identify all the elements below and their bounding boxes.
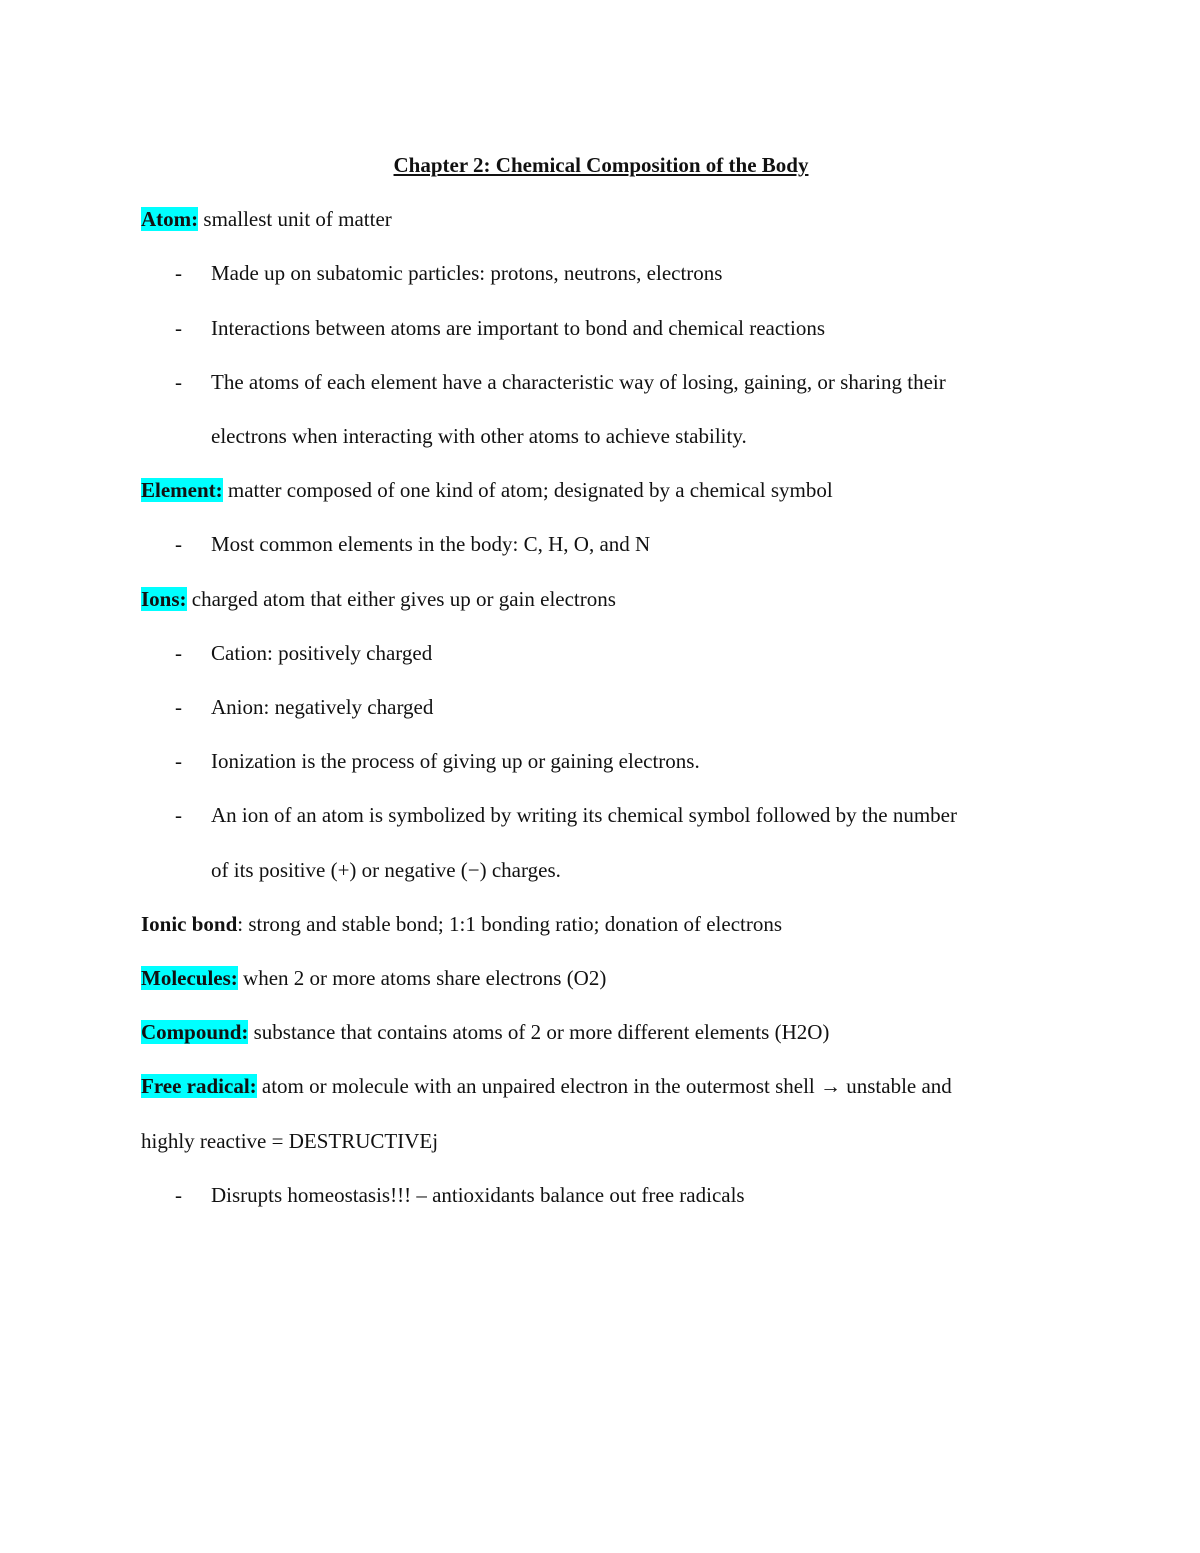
- term-ionic-bond: Ionic bond: [141, 911, 238, 936]
- bullet-text-continued: of its positive (+) or negative (−) charges.: [211, 857, 561, 882]
- bullet-dash: -: [175, 694, 182, 719]
- list-item: [141, 355, 1061, 463]
- definition-free-radical: [141, 1059, 1061, 1113]
- bullet-text: Ionization is the process of giving up or gaining electrons.: [211, 749, 700, 774]
- definition-text: charged atom that either gives up or gain electrons: [186, 586, 616, 611]
- list-item: [141, 301, 1061, 355]
- definition-ions: [141, 572, 1061, 626]
- bullet-dash: -: [175, 532, 182, 557]
- bullet-text: An ion of an atom is symbolized by writing its chemical symbol followed by the number: [211, 803, 957, 828]
- bullet-text: Disrupts homeostasis!!! – antioxidants balance out free radicals: [211, 1182, 745, 1207]
- definition-ionic-bond: [141, 897, 1061, 951]
- bullet-dash: -: [175, 749, 182, 774]
- definition-molecules: [141, 951, 1061, 1005]
- term-ions: Ions:: [141, 586, 187, 611]
- bullet-dash: -: [175, 803, 182, 828]
- list-item: [141, 626, 1061, 680]
- bullet-dash: -: [175, 1182, 182, 1207]
- definition-text: : strong and stable bond; 1:1 bonding ratio; donation of electrons: [237, 911, 783, 936]
- bullet-dash: -: [175, 261, 182, 286]
- term-free-radical: Free radical:: [141, 1074, 257, 1099]
- bullet-dash: -: [175, 369, 182, 394]
- definition-text-end: unstable and: [841, 1074, 952, 1099]
- list-item: [141, 1168, 1061, 1222]
- definition-compound: [141, 1005, 1061, 1059]
- page-title: Chapter 2: Chemical Composition of the Body: [393, 153, 809, 177]
- term-molecules: Molecules:: [141, 965, 238, 990]
- bullet-text: Most common elements in the body: C, H, O, and N: [211, 532, 651, 557]
- bullet-text-continued: electrons when interacting with other atoms to achieve stability.: [211, 423, 747, 448]
- arrow-right-icon: →: [820, 1074, 841, 1099]
- bullet-dash: -: [175, 640, 182, 665]
- bullet-text: Cation: positively charged: [211, 640, 433, 665]
- bullet-dash: -: [175, 315, 182, 340]
- term-atom: Atom:: [141, 207, 199, 232]
- list-item: [141, 734, 1061, 788]
- bullet-text: The atoms of each element have a characteristic way of losing, gaining, or sharing their: [211, 369, 946, 394]
- list-item: [141, 517, 1061, 571]
- term-element: Element:: [141, 478, 223, 503]
- document-content: [141, 138, 1061, 1222]
- definition-text: atom or molecule with an unpaired electron in the outermost shell: [256, 1074, 820, 1099]
- bullet-text: Anion: negatively charged: [211, 694, 434, 719]
- definition-element: [141, 463, 1061, 517]
- list-item: [141, 246, 1061, 300]
- definition-text: matter composed of one kind of atom; designated by a chemical symbol: [222, 478, 833, 503]
- definition-text: when 2 or more atoms share electrons (O2): [237, 965, 607, 990]
- definition-text: smallest unit of matter: [198, 207, 392, 232]
- definition-atom: [141, 192, 1061, 246]
- term-compound: Compound:: [141, 1020, 249, 1045]
- list-item: [141, 788, 1061, 896]
- list-item: [141, 680, 1061, 734]
- bullet-text: Interactions between atoms are important to bond and chemical reactions: [211, 315, 826, 340]
- definition-free-radical-continued: highly reactive = DESTRUCTIVEj: [141, 1128, 439, 1153]
- bullet-text: Made up on subatomic particles: protons, neutrons, electrons: [211, 261, 723, 286]
- definition-text: substance that contains atoms of 2 or more different elements (H2O): [248, 1020, 830, 1045]
